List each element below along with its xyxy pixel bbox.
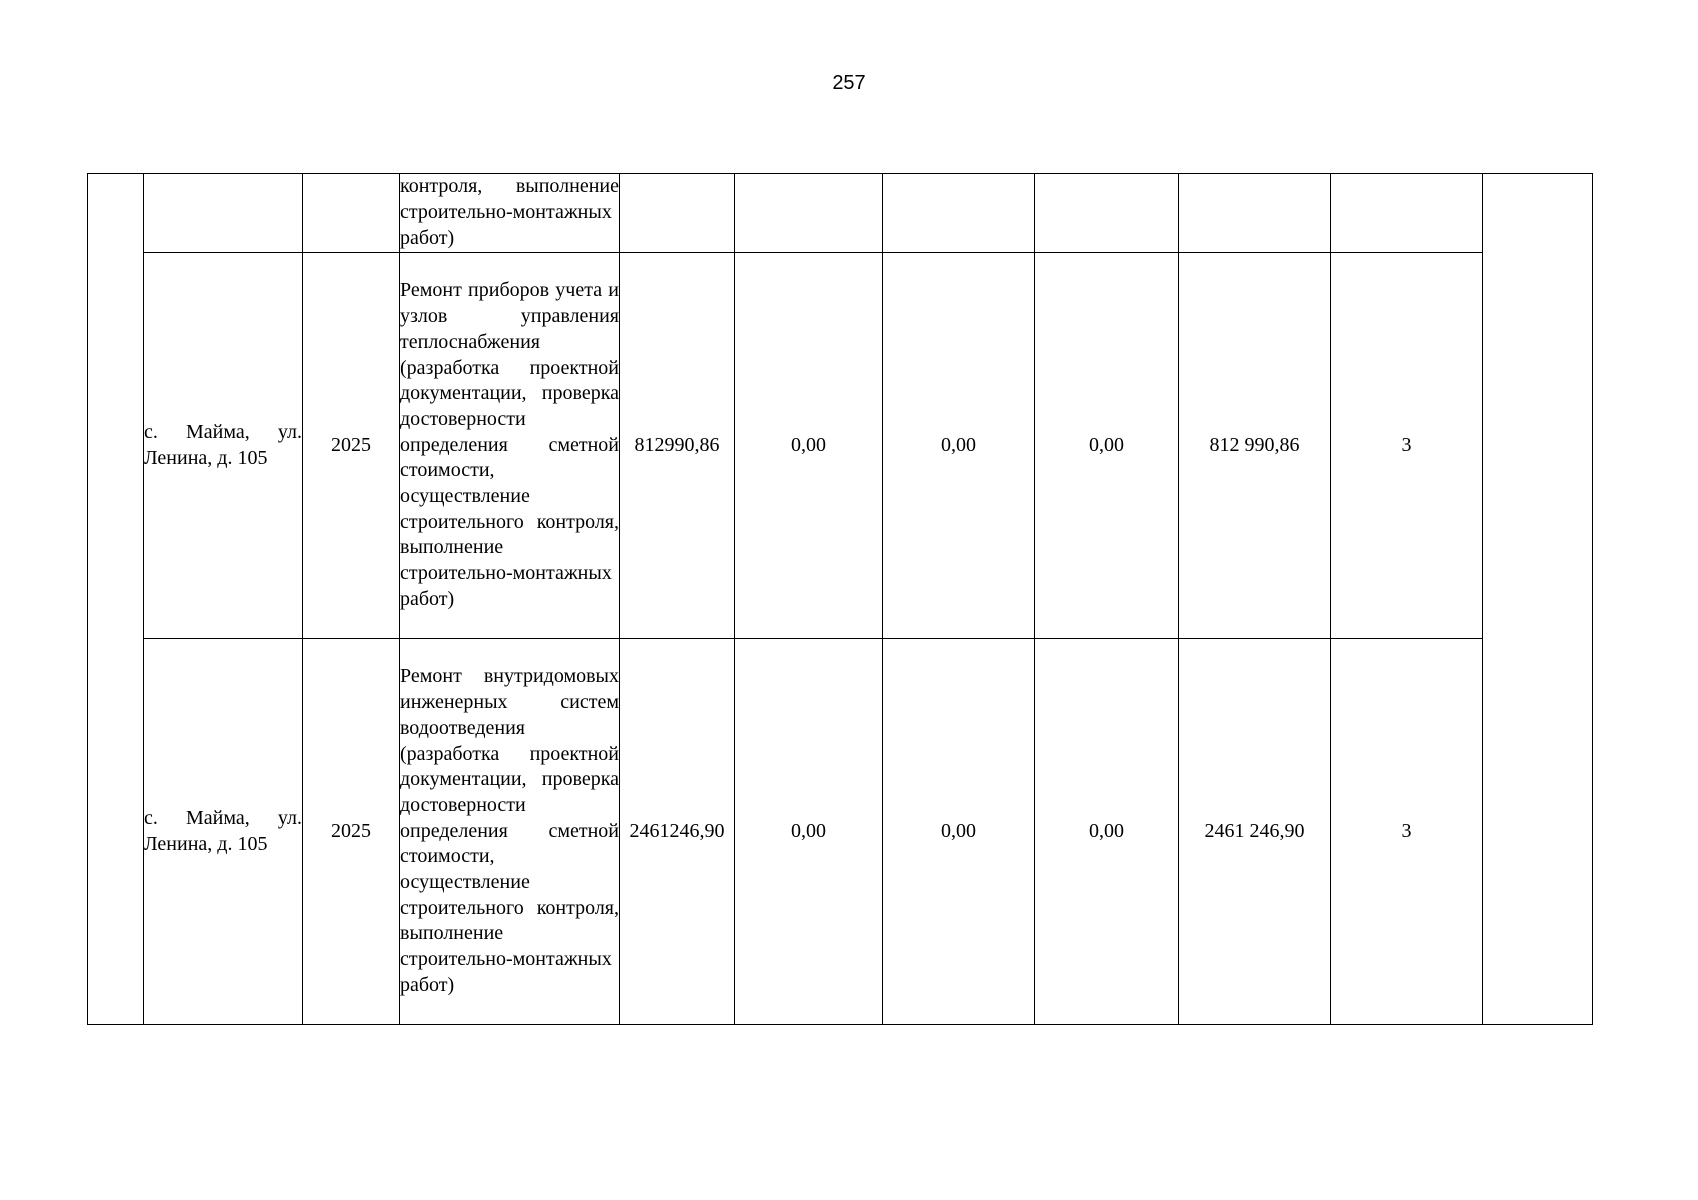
total-cell: 812 990,86 (1179, 253, 1331, 639)
description-cell: Ремонт приборов учета и узлов управления теплоснабжения (разработка проектной документации, проверка достоверности определения сметной стоимости, осуществление строительного контроля, выполнение строительно-монтажных работ) (400, 253, 620, 639)
address-cell: с. Майма, ул. Ленина, д. 105 (144, 639, 303, 1025)
description-cell: Ремонт внутридомовых инженерных систем водоотведения (разработка проектной документации, проверка достоверности определения сметной стоимости, осуществление строительного контроля, выполнение строительно-монтажных работ) (400, 639, 620, 1025)
amount-cell: 0,00 (735, 639, 883, 1025)
page-number: 257 (832, 72, 866, 94)
total-cell (1179, 174, 1331, 253)
cost-cell (620, 174, 735, 253)
year-cell: 2025 (303, 639, 400, 1025)
amount-cell (883, 174, 1035, 253)
amount-cell: 0,00 (735, 253, 883, 639)
year-cell: 2025 (303, 253, 400, 639)
table-row (88, 174, 1593, 253)
cost-cell: 2461246,90 (620, 639, 735, 1025)
amount-cell (1035, 174, 1179, 253)
index-cell (88, 174, 144, 1025)
address-cell: с. Майма, ул. Ленина, д. 105 (144, 253, 303, 639)
total-cell: 2461 246,90 (1179, 639, 1331, 1025)
amount-cell: 0,00 (1035, 639, 1179, 1025)
cost-cell: 812990,86 (620, 253, 735, 639)
table-row (88, 639, 1593, 1025)
amount-cell: 0,00 (1035, 253, 1179, 639)
year-cell (303, 174, 400, 253)
works-table (87, 173, 1593, 1025)
description-cell: контроля, выполнение строительно-монтажных работ) (400, 174, 620, 253)
amount-cell: 0,00 (883, 253, 1035, 639)
amount-cell (735, 174, 883, 253)
amount-cell: 0,00 (883, 639, 1035, 1025)
table-row (88, 253, 1593, 639)
count-cell: 3 (1331, 253, 1483, 639)
notes-cell (1483, 174, 1593, 1025)
address-cell (144, 174, 303, 253)
count-cell: 3 (1331, 639, 1483, 1025)
count-cell (1331, 174, 1483, 253)
